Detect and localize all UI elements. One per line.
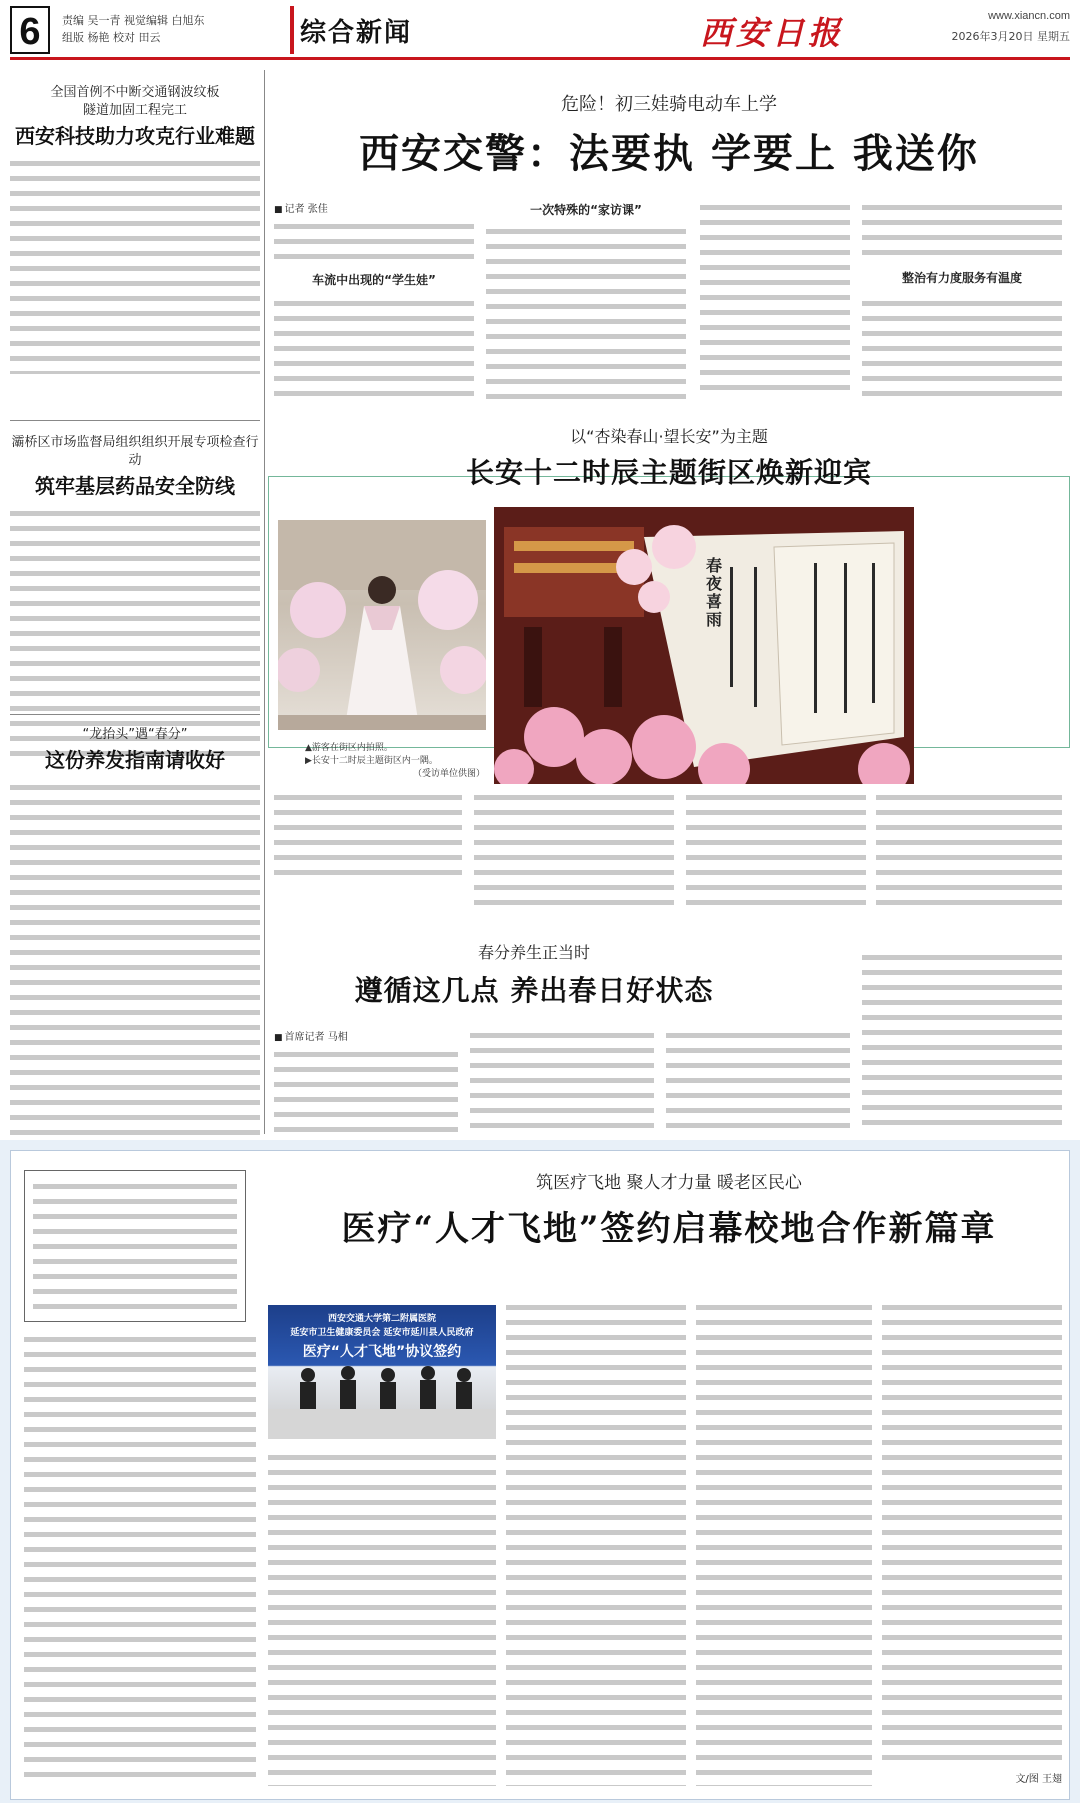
top-story-lead	[274, 219, 474, 264]
medical-col4	[696, 1300, 872, 1786]
top-story-body-3	[700, 200, 850, 400]
street-story-col2	[474, 790, 674, 910]
article-hair-sub: “龙抬头”遇“春分”	[82, 727, 188, 742]
column-rule	[264, 70, 265, 1134]
top-story-byline: ■ 记者 张佳	[274, 200, 474, 215]
street-story-col1	[274, 790, 462, 880]
article-tunnel	[10, 84, 260, 374]
street-caption-3: （受访单位供图）	[412, 769, 485, 779]
medical-intro-box	[24, 1170, 246, 1322]
article-tunnel-sub2: 隧道加固工程完工	[82, 103, 187, 118]
article-tunnel-sub1: 全国首例不中断交通钢波纹板	[50, 85, 220, 100]
top-story-subhead-1: 车流中出现的“学生娃”	[312, 273, 436, 287]
editors-line-2: 组版 杨艳 校对 田云	[62, 31, 161, 44]
street-story-body-3	[686, 790, 866, 910]
website-url[interactable]: www.xiancn.com	[988, 10, 1070, 22]
spring-story-body-1	[274, 1047, 458, 1137]
article-drug-safety	[10, 434, 260, 756]
spring-story-byline: ■ 首席记者 马相	[274, 1028, 458, 1043]
top-story-col2	[486, 200, 686, 404]
top-story-title: 西安交警：法要执 学要上 我送你	[359, 130, 979, 177]
medical-col5	[882, 1300, 1062, 1785]
medical-story-title: 医疗“人才飞地”签约启幕校地合作新篇章	[341, 1209, 997, 1249]
ceremony-banner-2: 延安市卫生健康委员会 延安市延川县人民政府	[290, 1328, 474, 1338]
masthead	[10, 6, 1070, 60]
street-caption-1: ▲游客在街区内拍照。	[305, 743, 393, 753]
medical-col2	[268, 1450, 496, 1786]
photo-visitor-art	[278, 520, 486, 730]
top-story-body-4	[862, 200, 1062, 260]
editors-credit	[62, 12, 272, 46]
photo-street-scene	[494, 507, 914, 784]
top-story-col3	[700, 200, 850, 400]
spring-story-header	[274, 940, 794, 1009]
medical-story-kicker: 筑医疗飞地 聚人才力量 暖老区民心	[536, 1173, 802, 1193]
article-tunnel-title: 西安科技助力攻克行业难题	[15, 124, 255, 148]
left-column	[10, 70, 260, 1134]
top-story-body-2	[486, 224, 686, 404]
top-story-subhead-2: 一次特殊的“家访课”	[530, 203, 642, 217]
article-drug-sub: 灞桥区市场监督局组织组织开展专项检查行动	[11, 435, 259, 468]
street-story-col4	[876, 790, 1062, 910]
spring-story-body-4	[862, 950, 1062, 1134]
medical-story-header	[274, 1168, 1064, 1250]
newspaper-logo: 西安日报	[700, 14, 845, 52]
street-story-body-1	[274, 790, 462, 880]
photo-signing-ceremony	[268, 1305, 496, 1439]
top-story-kicker: 危险！初三娃骑电动车上学	[561, 94, 777, 115]
spring-story-col2	[470, 1028, 654, 1134]
spring-story-body-3	[666, 1028, 850, 1134]
top-story	[274, 90, 1064, 179]
ceremony-banner-1: 西安交通大学第二附属医院	[327, 1314, 436, 1324]
medical-body-3	[506, 1300, 686, 1786]
article-drug-title: 筑牢基层药品安全防线	[35, 474, 235, 498]
spring-story-body-2	[470, 1028, 654, 1134]
editors-line-1: 责编 吴一青 视觉编辑 白旭东	[62, 14, 205, 27]
top-story-col1	[274, 200, 474, 406]
medical-body-5	[882, 1300, 1062, 1770]
street-story-title: 长安十二时辰主题街区焕新迎宾	[465, 456, 872, 489]
article-hair-title: 这份养发指南请收好	[45, 748, 225, 772]
issue-date: 2026年3月20日 星期五	[951, 30, 1070, 43]
top-story-subhead-3: 整治有力度服务有温度	[901, 271, 1022, 285]
top-story-body-5	[862, 296, 1062, 406]
spring-story-col1	[274, 1028, 458, 1137]
medical-body-2	[268, 1450, 496, 1786]
divider	[10, 714, 260, 715]
article-hair-body	[10, 780, 260, 1140]
ceremony-banner-3: 医疗“人才飞地”协议签约	[302, 1344, 462, 1360]
street-story-header	[274, 424, 1064, 491]
ceremony-people-art	[268, 1305, 496, 1439]
article-hair-care	[10, 726, 260, 1140]
spring-story-title: 遵循这几点 养出春日好状态	[354, 974, 714, 1007]
book-title: 春夜喜雨	[706, 556, 723, 629]
medical-col3	[506, 1300, 686, 1786]
spring-story-col3	[666, 1028, 850, 1134]
top-story-col4	[862, 200, 1062, 406]
spring-story-col4	[862, 950, 1062, 1134]
street-story-body-2	[474, 790, 674, 910]
medical-body-1	[24, 1332, 256, 1787]
medical-intro-text	[33, 1179, 237, 1313]
medical-col1	[24, 1332, 256, 1787]
photo-visitor	[278, 520, 486, 730]
divider	[10, 420, 260, 421]
section-title: 综合新闻	[300, 18, 413, 48]
street-story-kicker: 以“杏染春山·望长安”为主题	[570, 427, 768, 446]
street-caption-2: ▶长安十二时辰主题街区内一隅。	[305, 756, 438, 766]
medical-credit: 文/图 王翅	[1015, 1774, 1062, 1785]
article-tunnel-body	[10, 156, 260, 374]
top-story-body-1	[274, 296, 474, 406]
medical-body-4	[696, 1300, 872, 1786]
street-captions	[305, 742, 485, 781]
street-story-body-4	[876, 790, 1062, 910]
spring-story-kicker: 春分养生正当时	[477, 943, 590, 962]
article-drug-body	[10, 506, 260, 756]
street-story-col3	[686, 790, 866, 910]
page-number: 6	[10, 6, 50, 54]
photo-street-art	[494, 507, 914, 784]
